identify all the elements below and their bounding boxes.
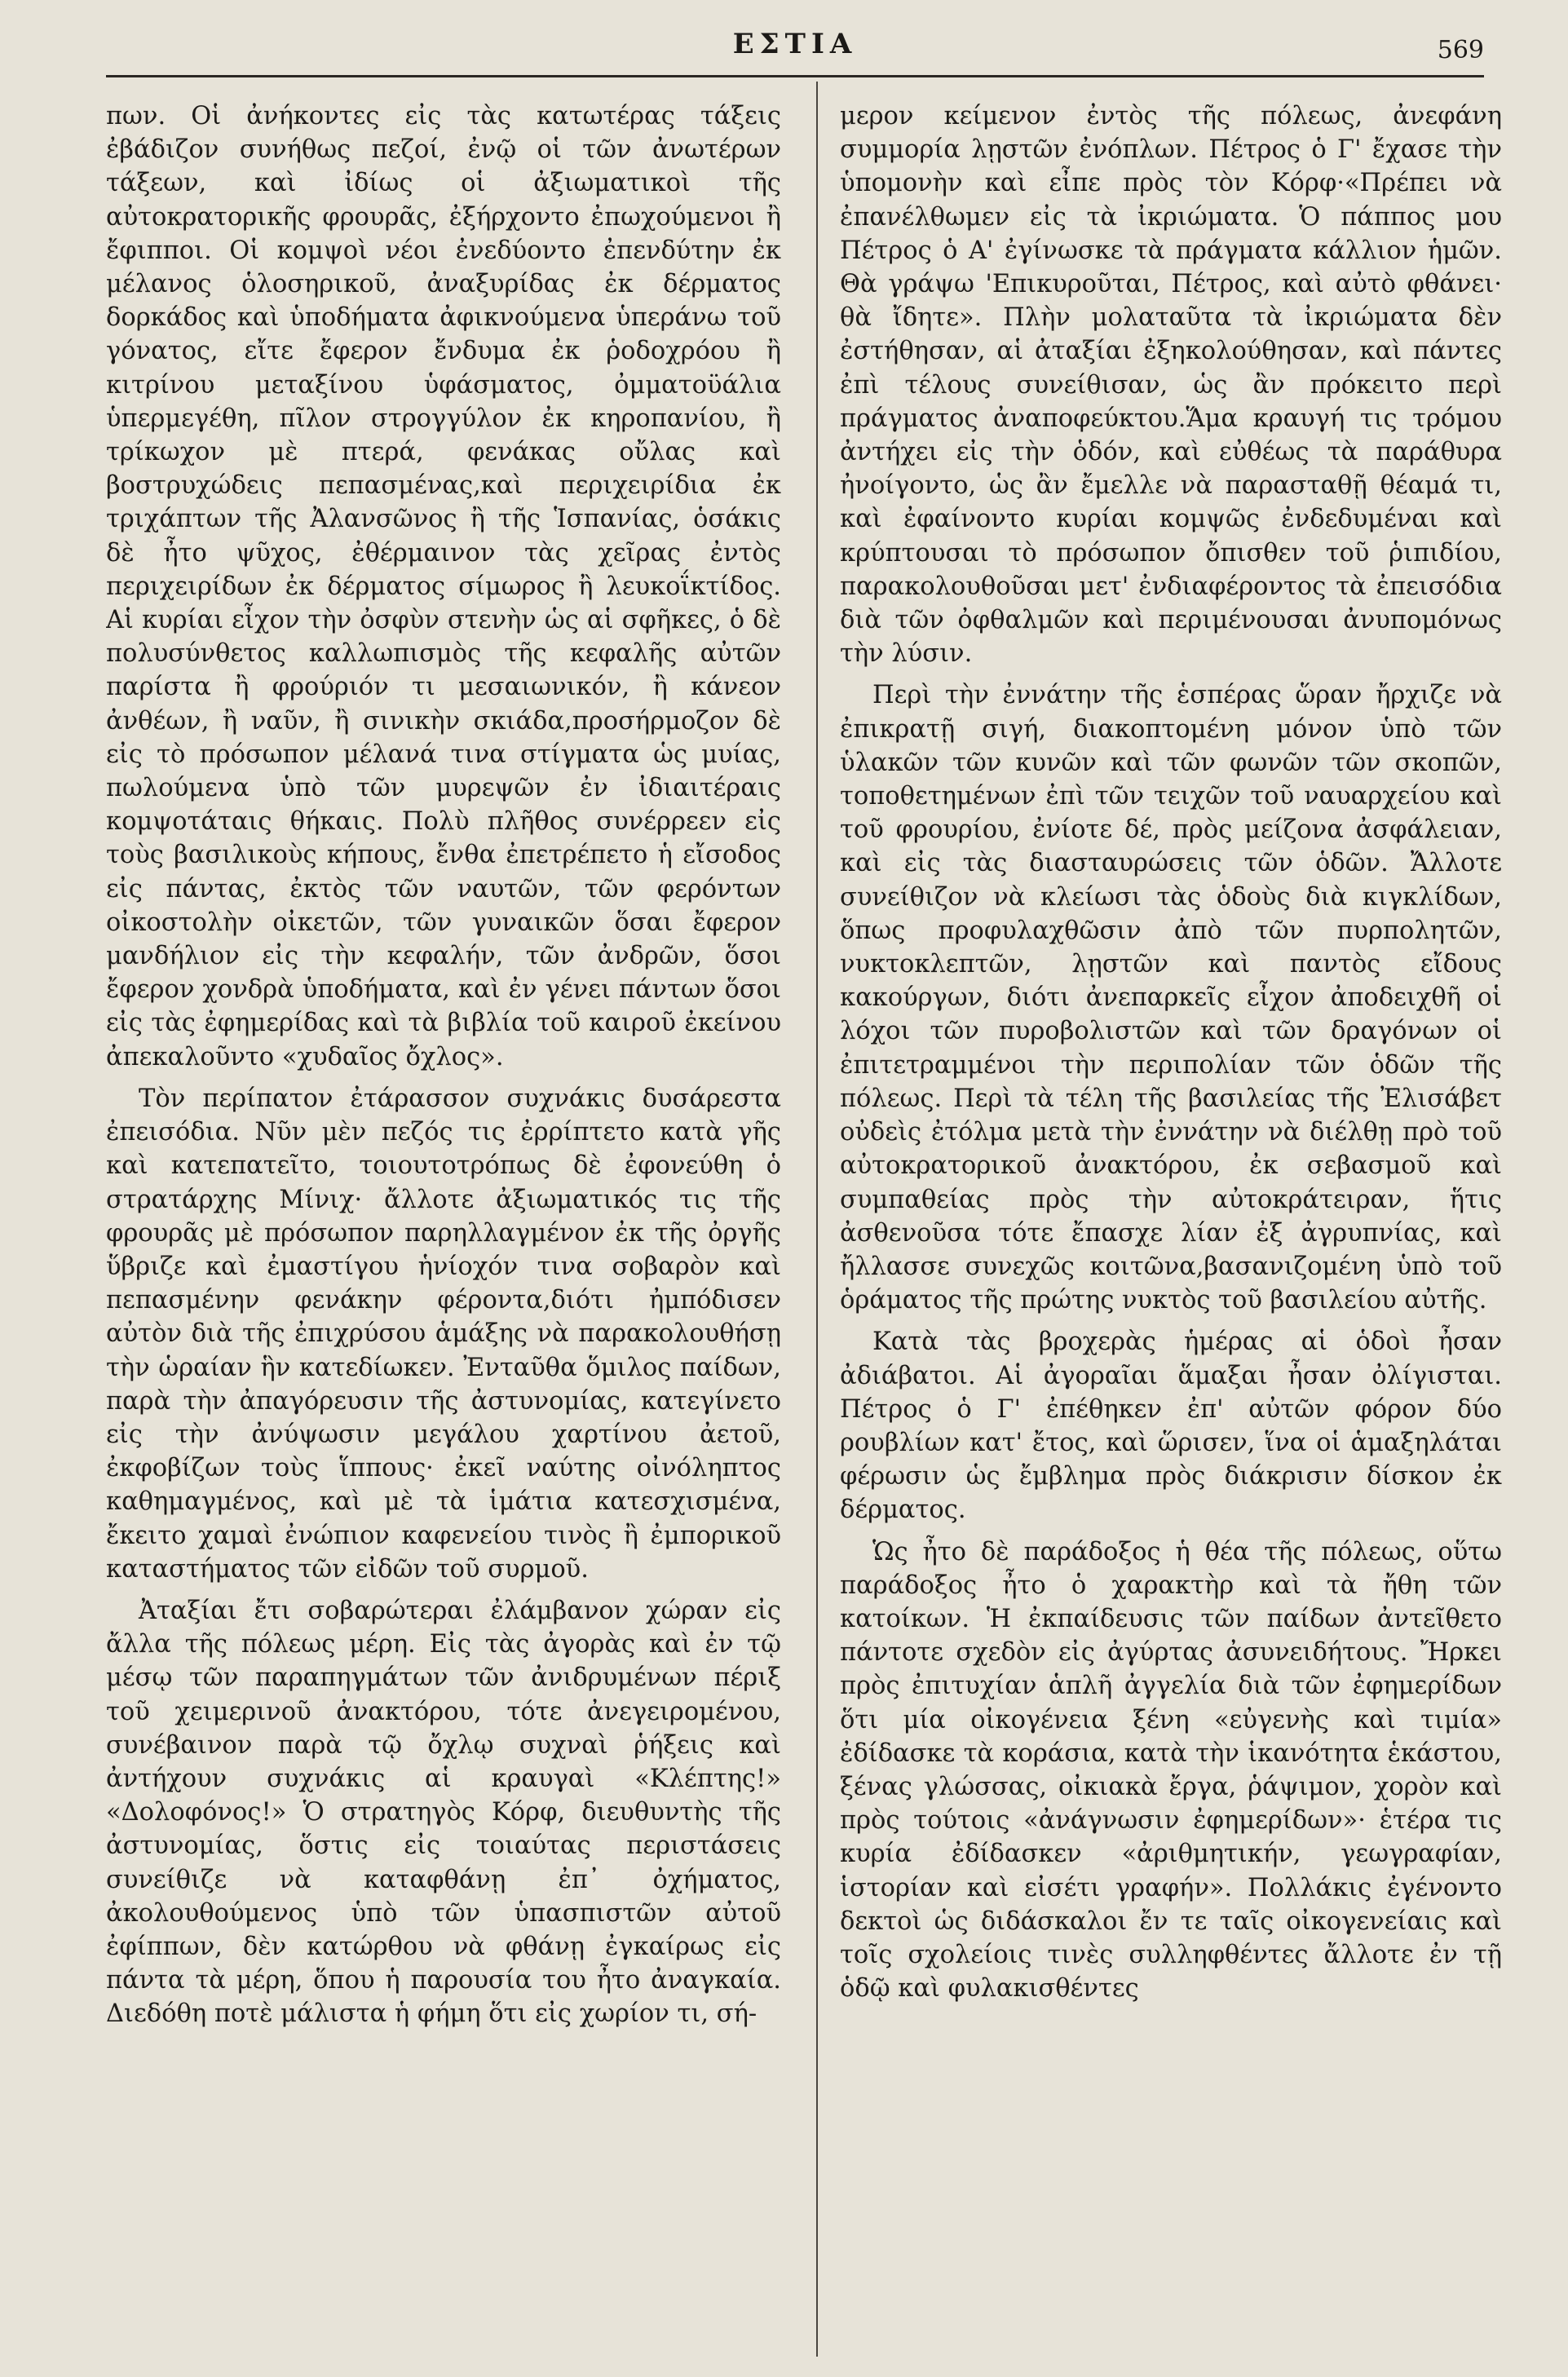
paragraph: Κατὰ τὰς βροχερὰς ἡμέρας αἱ ὁδοὶ ἦσαν ἀδιάβατοι. Αἱ ἀγοραῖαι ἅμαξαι ἦσαν ὀλίγισται. Πέτρος ὁ Γ' ἐπέθηκεν ἐπ' αὐτῶν φόρον δύο ρουβλίων κατ' ἔτος, καὶ ὥρισεν, ἵνα οἱ ἁμαξηλάται φέρωσιν ὡς ἔμβλημα πρὸς διάκρισιν δίσκον ἐκ δέρματος. <box>840 1328 1502 1525</box>
paragraph: Ἀταξίαι ἔτι σοβαρώτεραι ἐλάμβανον χώραν εἰς ἄλλα τῆς πόλεως μέρη. Εἰς τὰς ἀγορὰς καὶ ἐν τῷ μέσῳ τῶν παραπηγμάτων τῶν ἀνιδρυμένων πέριξ τοῦ χειμερινοῦ ἀνακτόρου, τότε ἀνεγειρομένου, συνέβαινον παρὰ τῷ ὄχλῳ συχναὶ ῥήξεις καὶ ἀντήχουν συχνάκις αἱ κραυγαὶ «Κλέπτης!» «Δολοφόνος!» Ὁ στρατηγὸς Κόρφ, διευθυντὴς τῆς ἀστυνομίας, ὅστις εἰς τοιαύτας περιστάσεις συνείθιζε νὰ καταφθάνῃ ἐπ᾽ ὀχήματος, ἀκολουθούμενος ὑπὸ τῶν ὑπασπιστῶν αὐτοῦ ἐφίππων, δὲν κατώρθου νὰ φθάνῃ ἐγκαίρως εἰς πάντα τὰ μέρη, ὅπου ἡ παρουσία του ἦτο ἀναγκαία. Διεδόθη ποτὲ μάλιστα ἡ φήμη ὅτι εἰς χωρίον τι, σή- <box>106 1596 781 2029</box>
paragraph: Ὡς ἦτο δὲ παράδοξος ἡ θέα τῆς πόλεως, οὕτω παράδοξος ἦτο ὁ χαρακτὴρ καὶ τὰ ἤθη τῶν κατοίκων. Ἡ ἐκπαίδευσις τῶν παίδων ἀντεῖθετο πάντοτε σχεδὸν εἰς ἀγύρτας ἀσυνειδήτους. Ἤρκει πρὸς ἐπιτυχίαν ἁπλῆ ἀγγελία διὰ τῶν ἐφημερίδων ὅτι μία οἰκογένεια ξένη «εὐγενὴς καὶ τιμία» ἐδίδασκε τὰ κοράσια, κατὰ τὴν ἱκανότητα ἑκάστου, ξένας γλώσσας, οἰκιακὰ ἔργα, ῥάψιμον, χορὸν καὶ πρὸς τούτοις «ἀνάγνωσιν ἐφημερίδων»· ἑτέρα τις κυρία ἐδίδασκεν «ἀριθμητικήν, γεωγραφίαν, ἱστορίαν καὶ εἰσέτι γραφήν». Πολλάκις ἐγένοντο δεκτοὶ ὡς διδάσκαλοι ἔν τε ταῖς οἰκογενείαις καὶ τοῖς σχολείοις τινὲς συλληφθέντες ἄλλοτε ἐν τῇ ὁδῷ καὶ φυλακισθέντες <box>840 1537 1502 2004</box>
left-column <box>106 99 781 2358</box>
paragraph: Περὶ τὴν ἐννάτην τῆς ἑσπέρας ὥραν ἤρχιζε νὰ ἐπικρατῇ σιγή, διακοπτομένη μόνον ὑπὸ τῶν ὑλακῶν τῶν κυνῶν καὶ τῶν φωνῶν τῶν σκοπῶν, τοποθετημένων ἐπὶ τῶν τειχῶν τοῦ ναυαρχείου καὶ τοῦ φρουρίου, ἐνίοτε δέ, πρὸς μείζονα ἀσφάλειαν, καὶ εἰς τὰς διασταυρώσεις τῶν ὁδῶν. Ἄλλοτε συνείθιζον νὰ κλείωσι τὰς ὁδοὺς διὰ κιγκλίδων, ὅπως προφυλαχθῶσιν ἀπὸ τῶν πυρπολητῶν, νυκτοκλεπτῶν, λῃστῶν καὶ παντὸς εἴδους κακούργων, διότι ἀνεπαρκεῖς εἶχον ἀποδειχθῆ οἱ λόχοι τῶν πυροβολιστῶν καὶ τῶν δραγόνων οἱ ἐπιτετραμμένοι τὴν περιπολίαν τῶν ὁδῶν τῆς πόλεως. Περὶ τὰ τέλη τῆς βασιλείας τῆς Ἐλισάβετ οὐδεὶς ἐτόλμα μετὰ τὴν ἐννάτην νὰ διέλθῃ πρὸ τοῦ αὐτοκρατορικοῦ ἀνακτόρου, ἐκ σεβασμοῦ καὶ συμπαθείας πρὸς τὴν αὐτοκράτειραν, ἥτις ἀσθενοῦσα τότε ἔπασχε λίαν ἐξ ἀγρυπνίας, καὶ ἤλλασσε συνεχῶς κοιτῶνα,βασανιζομένη ὑπὸ τοῦ ὁράματος τῆς πρώτης νυκτὸς τοῦ βασιλείου αὐτῆς. <box>840 681 1502 1315</box>
column-divider <box>816 82 818 2357</box>
paragraph: μερον κείμενον ἐντὸς τῆς πόλεως, ἀνεφάνη συμμορία λῃστῶν ἐνόπλων. Πέτρος ὁ Γ' ἔχασε τὴν ὑπομονὴν καὶ εἶπε πρὸς τὸν Κόρφ·«Πρέπει νὰ ἐπανέλθωμεν εἰς τὰ ἰκριώματα. Ὁ πάππος μου Πέτρος ὁ Α' ἐγίνωσκε τὰ πράγματα κάλλιον ἡμῶν. Θὰ γράψω 'Επικυροῦται, Πέτρος, καὶ αὐτὸ φθάνει· θὰ ἴδητε». Πλὴν μολαταῦτα τὰ ἰκριώματα δὲν ἐστήθησαν, αἱ ἀταξίαι ἐξηκολούθησαν, καὶ πάντες ἐπὶ τέλους συνείθισαν, ὡς ἂν πρόκειτο περὶ πράγματος ἀναποφεύκτου.Ἅμα κραυγή τις τρόμου ἀντήχει εἰς τὴν ὁδόν, καὶ εὐθέως τὰ παράθυρα ἠνοίγοντο, ὡς ἂν ἔμελλε νὰ παρασταθῇ θέαμά τι, καὶ ἐφαίνοντο κυρίαι κομψῶς ἐνδεδυμέναι καὶ κρύπτουσαι τὸ πρόσωπον ὄπισθεν τοῦ ῥιπιδίου, παρακολουθοῦσαι μετ' ἐνδιαφέροντος τὰ ἐπεισόδια διὰ τῶν ὀφθαλμῶν καὶ περιμένουσαι ἀνυπομόνως τὴν λύσιν. <box>840 102 1502 669</box>
page-header <box>106 26 1484 65</box>
running-title: ΕΣΤΙΑ <box>732 28 858 60</box>
paragraph: πων. Οἱ ἀνήκοντες εἰς τὰς κατωτέρας τάξεις ἐβάδιζον συνήθως πεζοί, ἐνῷ οἱ τῶν ἀνωτέρων τάξεων, καὶ ἰδίως οἱ ἀξιωματικοὶ τῆς αὐτοκρατορικῆς φρουρᾶς, ἐξήρχοντο ἐπωχούμενοι ἢ ἔφιπποι. Οἱ κομψοὶ νέοι ἐνεδύοντο ἐπενδύτην ἐκ μέλανος ὁλοσηρικοῦ, ἀναξυρίδας ἐκ δέρματος δορκάδος καὶ ὑποδήματα ἀφικνούμενα ὑπεράνω τοῦ γόνατος, εἴτε ἔφερον ἔνδυμα ἐκ ῥοδοχρόου ἢ κιτρίνου μεταξίνου ὑφάσματος, ὀμματοϋάλια ὑπερμεγέθη, πῖλον στρογγύλον ἐκ κηροπανίου, ἢ τρίκωχον μὲ πτερά, φενάκας οὔλας καὶ βοστρυχώδεις πεπασμένας,καὶ περιχειρίδια ἐκ τριχάπτων τῆς Ἀλανσῶνος ἢ τῆς Ἱσπανίας, ὁσάκις δὲ ἦτο ψῦχος, ἐθέρμαινον τὰς χεῖρας ἐντὸς περιχειρίδων ἐκ δέρματος σίμωρος ἢ λευκοΐκτίδος. Αἱ κυρίαι εἶχον τὴν ὀσφὺν στενὴν ὡς αἱ σφῆκες, ὁ δὲ πολυσύνθετος καλλωπισμὸς τῆς κεφαλῆς αὐτῶν παρίστα ἢ φρούριόν τι μεσαιωνικόν, ἢ κάνεον ἀνθέων, ἢ ναῦν, ἢ σινικὴν σκιάδα,προσήρμοζον δὲ εἰς τὸ πρόσωπον μέλανά τινα στίγματα ὡς μυίας, πωλούμενα ὑπὸ τῶν μυρεψῶν ἐν ἰδιαιτέραις κομψοτάταις θήκαις. Πολὺ πλῆθος συνέρρεεν εἰς τοὺς βασιλικοὺς κήπους, ἔνθα ἐπετρέπετο ἡ εἴσοδος εἰς πάντας, ἐκτὸς τῶν ναυτῶν, τῶν φερόντων οἰκοστολὴν οἰκετῶν, τῶν γυναικῶν ὅσαι ἔφερον μανδήλιον εἰς τὴν κεφαλήν, τῶν ἀνδρῶν, ὅσοι ἔφερον χονδρὰ ὑποδήματα, καὶ ἐν γένει πάντων ὅσοι εἰς τὰς ἐφημερίδας καὶ τὰ βιβλία τοῦ καιροῦ ἐκείνου ἀπεκαλοῦντο «χυδαῖος ὄχλος». <box>106 102 781 1071</box>
right-column <box>840 99 1502 2358</box>
paragraph: Τὸν περίπατον ἐτάρασσον συχνάκις δυσάρεστα ἐπεισόδια. Νῦν μὲν πεζός τις ἐρρίπτετο κατὰ γῆς καὶ κατεπατεῖτο, τοιουτοτρόπως δὲ ἐφονεύθη ὁ στρατάρχης Μίνιχ· ἄλλοτε ἀξιωματικός τις τῆς φρουρᾶς μὲ πρόσωπον παρηλλαγμένον ἐκ τῆς ὀργῆς ὕβριζε καὶ ἐμαστίγου ἡνίοχόν τινα σοβαρὸν καὶ πεπασμένην φενάκην φέροντα,διότι ἠμπόδισεν αὐτὸν διὰ τῆς ἐπιχρύσου ἁμάξης νὰ παρακολουθήσῃ τὴν ὡραίαν ἣν κατεδίωκεν. Ἐνταῦθα ὅμιλος παίδων, παρὰ τὴν ἀπαγόρευσιν τῆς ἀστυνομίας, κατεγίνετο εἰς τὴν ἀνύψωσιν μεγάλου χαρτίνου ἀετοῦ, ἐκφοβίζων τοὺς ἵππους· ἐκεῖ ναύτης οἰνόληπτος καθημαγμένος, καὶ μὲ τὰ ἱμάτια κατεσχισμένα, ἔκειτο χαμαὶ ἐνώπιον καφενείου τινὸς ἢ ἐμπορικοῦ καταστήματος τῶν εἰδῶν τοῦ συρμοῦ. <box>106 1084 781 1584</box>
header-rule <box>106 75 1484 77</box>
page-number: 569 <box>1437 36 1484 64</box>
